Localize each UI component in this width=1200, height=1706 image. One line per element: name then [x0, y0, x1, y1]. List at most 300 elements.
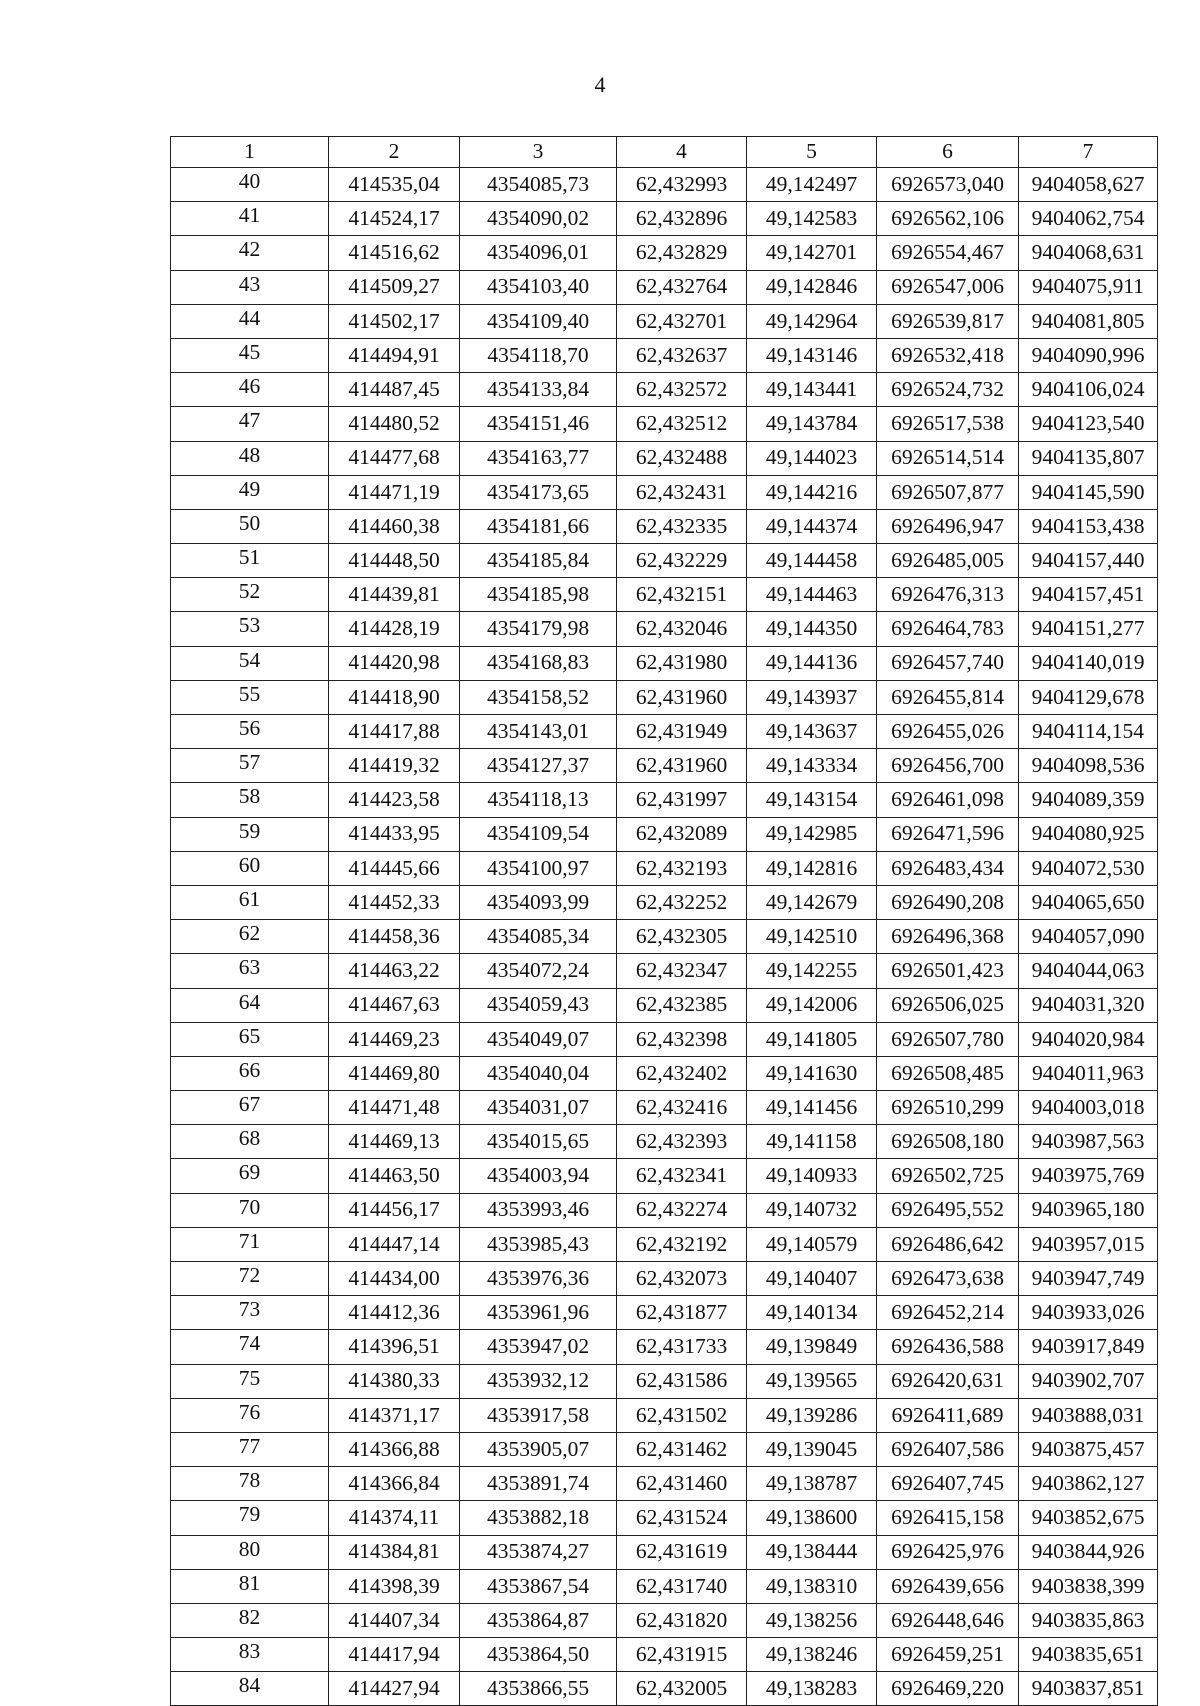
table-row — [171, 749, 1158, 783]
table-row — [171, 1467, 1158, 1501]
table-cell: 62,431960 — [617, 749, 747, 783]
table-cell: 62,431740 — [617, 1569, 747, 1603]
point-number-cell: 64 — [171, 988, 329, 1022]
table-cell: 9404140,019 — [1019, 646, 1158, 680]
table-cell: 6926457,740 — [877, 646, 1019, 680]
table-cell: 414447,14 — [329, 1227, 460, 1261]
table-cell: 62,432398 — [617, 1022, 747, 1056]
table-cell: 4354103,40 — [460, 270, 617, 304]
table-cell: 4354181,66 — [460, 509, 617, 543]
table-row — [171, 1193, 1158, 1227]
table-cell: 49,143637 — [747, 715, 877, 749]
table-cell: 49,138246 — [747, 1638, 877, 1672]
table-cell: 9404072,530 — [1019, 851, 1158, 885]
table-cell: 62,432701 — [617, 304, 747, 338]
point-number-cell: 77 — [171, 1432, 329, 1466]
table-cell: 6926455,026 — [877, 715, 1019, 749]
table-cell: 9403987,563 — [1019, 1125, 1158, 1159]
table-cell: 4354072,24 — [460, 954, 617, 988]
table-cell: 414463,22 — [329, 954, 460, 988]
table-cell: 4354049,07 — [460, 1022, 617, 1056]
table-cell: 4354040,04 — [460, 1056, 617, 1090]
table-cell: 62,431733 — [617, 1330, 747, 1364]
table-cell: 9404129,678 — [1019, 680, 1158, 714]
table-cell: 62,431586 — [617, 1364, 747, 1398]
table-cell: 49,138283 — [747, 1672, 877, 1706]
table-row — [171, 885, 1158, 919]
table-cell: 49,141158 — [747, 1125, 877, 1159]
table-cell: 62,432993 — [617, 168, 747, 202]
table-cell: 9404058,627 — [1019, 168, 1158, 202]
table-row — [171, 475, 1158, 509]
column-header: 4 — [617, 137, 747, 168]
table-row — [171, 509, 1158, 543]
table-cell: 9403975,769 — [1019, 1159, 1158, 1193]
table-row — [171, 407, 1158, 441]
table-cell: 62,432274 — [617, 1193, 747, 1227]
table-cell: 49,144463 — [747, 578, 877, 612]
table-cell: 414417,94 — [329, 1638, 460, 1672]
point-number-cell: 75 — [171, 1364, 329, 1398]
table-cell: 414423,58 — [329, 783, 460, 817]
table-row — [171, 1364, 1158, 1398]
table-cell: 62,432896 — [617, 202, 747, 236]
table-cell: 62,432347 — [617, 954, 747, 988]
table-cell: 49,142816 — [747, 851, 877, 885]
table-cell: 62,432073 — [617, 1262, 747, 1296]
point-number-cell: 44 — [171, 304, 329, 338]
table-cell: 9404044,063 — [1019, 954, 1158, 988]
table-cell: 4354118,70 — [460, 338, 617, 372]
column-header: 6 — [877, 137, 1019, 168]
table-cell: 49,142846 — [747, 270, 877, 304]
table-cell: 9404020,984 — [1019, 1022, 1158, 1056]
table-cell: 4353932,12 — [460, 1364, 617, 1398]
table-cell: 414487,45 — [329, 373, 460, 407]
table-cell: 6926469,220 — [877, 1672, 1019, 1706]
table-row — [171, 1672, 1158, 1706]
table-cell: 6926508,180 — [877, 1125, 1019, 1159]
column-header: 3 — [460, 137, 617, 168]
table-cell: 414445,66 — [329, 851, 460, 885]
table-row — [171, 1501, 1158, 1535]
point-number-cell: 73 — [171, 1296, 329, 1330]
point-number-cell: 42 — [171, 236, 329, 270]
table-cell: 4354093,99 — [460, 885, 617, 919]
table-cell: 9403957,015 — [1019, 1227, 1158, 1261]
table-row — [171, 817, 1158, 851]
table-cell: 49,142510 — [747, 920, 877, 954]
table-cell: 62,432252 — [617, 885, 747, 919]
table-cell: 9404135,807 — [1019, 441, 1158, 475]
table-cell: 6926461,098 — [877, 783, 1019, 817]
table-cell: 6926501,423 — [877, 954, 1019, 988]
table-cell: 9403852,675 — [1019, 1501, 1158, 1535]
table-cell: 6926532,418 — [877, 338, 1019, 372]
table-cell: 414439,81 — [329, 578, 460, 612]
table-cell: 414380,33 — [329, 1364, 460, 1398]
point-number-cell: 54 — [171, 646, 329, 680]
table-cell: 62,432046 — [617, 612, 747, 646]
table-cell: 414480,52 — [329, 407, 460, 441]
table-cell: 9403844,926 — [1019, 1535, 1158, 1569]
table-cell: 6926464,783 — [877, 612, 1019, 646]
table-cell: 414469,23 — [329, 1022, 460, 1056]
table-cell: 49,143334 — [747, 749, 877, 783]
table-cell: 4354133,84 — [460, 373, 617, 407]
table-cell: 6926562,106 — [877, 202, 1019, 236]
table-cell: 6926456,700 — [877, 749, 1019, 783]
table-cell: 9403902,707 — [1019, 1364, 1158, 1398]
table-cell: 414420,98 — [329, 646, 460, 680]
table-cell: 49,142497 — [747, 168, 877, 202]
table-cell: 62,431877 — [617, 1296, 747, 1330]
point-number-cell: 49 — [171, 475, 329, 509]
point-number-cell: 67 — [171, 1091, 329, 1125]
table-cell: 9404106,024 — [1019, 373, 1158, 407]
point-number-cell: 55 — [171, 680, 329, 714]
point-number-cell: 60 — [171, 851, 329, 885]
table-cell: 9404089,359 — [1019, 783, 1158, 817]
table-cell: 414463,50 — [329, 1159, 460, 1193]
table-cell: 6926507,877 — [877, 475, 1019, 509]
point-number-cell: 81 — [171, 1569, 329, 1603]
table-row — [171, 612, 1158, 646]
table-cell: 49,138444 — [747, 1535, 877, 1569]
table-cell: 9404157,451 — [1019, 578, 1158, 612]
table-cell: 62,432764 — [617, 270, 747, 304]
table-cell: 62,431460 — [617, 1467, 747, 1501]
table-cell: 49,139045 — [747, 1432, 877, 1466]
table-cell: 4353874,27 — [460, 1535, 617, 1569]
table-cell: 414502,17 — [329, 304, 460, 338]
table-cell: 62,432431 — [617, 475, 747, 509]
table-cell: 49,140407 — [747, 1262, 877, 1296]
table-cell: 6926407,586 — [877, 1432, 1019, 1466]
point-number-cell: 62 — [171, 920, 329, 954]
table-cell: 4353867,54 — [460, 1569, 617, 1603]
table-cell: 414516,62 — [329, 236, 460, 270]
table-cell: 6926473,638 — [877, 1262, 1019, 1296]
table-cell: 62,432829 — [617, 236, 747, 270]
table-cell: 6926476,313 — [877, 578, 1019, 612]
table-cell: 62,431820 — [617, 1603, 747, 1637]
point-number-cell: 83 — [171, 1638, 329, 1672]
table-cell: 6926496,947 — [877, 509, 1019, 543]
table-cell: 4354118,13 — [460, 783, 617, 817]
table-cell: 4353993,46 — [460, 1193, 617, 1227]
table-cell: 6926485,005 — [877, 544, 1019, 578]
table-cell: 414427,94 — [329, 1672, 460, 1706]
table-cell: 4354059,43 — [460, 988, 617, 1022]
table-cell: 4353905,07 — [460, 1432, 617, 1466]
table-cell: 9404057,090 — [1019, 920, 1158, 954]
table-cell: 62,432488 — [617, 441, 747, 475]
column-header: 2 — [329, 137, 460, 168]
table-row — [171, 1398, 1158, 1432]
table-cell: 414371,17 — [329, 1398, 460, 1432]
table-cell: 62,432385 — [617, 988, 747, 1022]
table-cell: 49,141456 — [747, 1091, 877, 1125]
table-cell: 6926448,646 — [877, 1603, 1019, 1637]
table-cell: 414407,34 — [329, 1603, 460, 1637]
table-cell: 4354151,46 — [460, 407, 617, 441]
table-cell: 9404075,911 — [1019, 270, 1158, 304]
table-cell: 6926524,732 — [877, 373, 1019, 407]
table-cell: 62,432637 — [617, 338, 747, 372]
table-cell: 9403947,749 — [1019, 1262, 1158, 1296]
table-cell: 6926517,538 — [877, 407, 1019, 441]
table-cell: 9403838,399 — [1019, 1569, 1158, 1603]
table-cell: 62,432193 — [617, 851, 747, 885]
table-row — [171, 715, 1158, 749]
table-row — [171, 851, 1158, 885]
table-cell: 9403933,026 — [1019, 1296, 1158, 1330]
table-cell: 4354173,65 — [460, 475, 617, 509]
table-cell: 4353976,36 — [460, 1262, 617, 1296]
point-number-cell: 56 — [171, 715, 329, 749]
table-cell: 4353866,55 — [460, 1672, 617, 1706]
table-cell: 49,140579 — [747, 1227, 877, 1261]
table-cell: 62,432572 — [617, 373, 747, 407]
table-cell: 49,141805 — [747, 1022, 877, 1056]
point-number-cell: 50 — [171, 509, 329, 543]
table-cell: 62,432005 — [617, 1672, 747, 1706]
table-row — [171, 578, 1158, 612]
table-cell: 9403875,457 — [1019, 1432, 1158, 1466]
table-cell: 4354127,37 — [460, 749, 617, 783]
table-cell: 6926490,208 — [877, 885, 1019, 919]
table-cell: 4354085,34 — [460, 920, 617, 954]
table-cell: 49,141630 — [747, 1056, 877, 1090]
table-cell: 9403888,031 — [1019, 1398, 1158, 1432]
table-cell: 6926471,596 — [877, 817, 1019, 851]
table-cell: 6926539,817 — [877, 304, 1019, 338]
table-cell: 9403837,851 — [1019, 1672, 1158, 1706]
table-cell: 6926407,745 — [877, 1467, 1019, 1501]
table-cell: 6926415,158 — [877, 1501, 1019, 1535]
table-row — [171, 1330, 1158, 1364]
table-cell: 9403862,127 — [1019, 1467, 1158, 1501]
table-cell: 9404080,925 — [1019, 817, 1158, 851]
table-cell: 414434,00 — [329, 1262, 460, 1296]
table-cell: 9404098,536 — [1019, 749, 1158, 783]
table-cell: 4353864,87 — [460, 1603, 617, 1637]
table-cell: 4354158,52 — [460, 680, 617, 714]
table-cell: 49,139286 — [747, 1398, 877, 1432]
table-cell: 4354168,83 — [460, 646, 617, 680]
table-cell: 49,142985 — [747, 817, 877, 851]
table-cell: 9404011,963 — [1019, 1056, 1158, 1090]
point-number-cell: 53 — [171, 612, 329, 646]
point-number-cell: 48 — [171, 441, 329, 475]
table-cell: 62,431619 — [617, 1535, 747, 1569]
point-number-cell: 45 — [171, 338, 329, 372]
table-cell: 62,432305 — [617, 920, 747, 954]
table-cell: 6926483,434 — [877, 851, 1019, 885]
table-cell: 4353947,02 — [460, 1330, 617, 1364]
point-number-cell: 69 — [171, 1159, 329, 1193]
table-cell: 6926506,025 — [877, 988, 1019, 1022]
table-cell: 62,431997 — [617, 783, 747, 817]
point-number-cell: 71 — [171, 1227, 329, 1261]
table-cell: 49,140732 — [747, 1193, 877, 1227]
point-number-cell: 72 — [171, 1262, 329, 1296]
table-cell: 4353985,43 — [460, 1227, 617, 1261]
table-cell: 62,432402 — [617, 1056, 747, 1090]
table-row — [171, 168, 1158, 202]
table-row — [171, 373, 1158, 407]
point-number-cell: 65 — [171, 1022, 329, 1056]
table-cell: 414384,81 — [329, 1535, 460, 1569]
table-cell: 9404003,018 — [1019, 1091, 1158, 1125]
table-cell: 9404151,277 — [1019, 612, 1158, 646]
table-cell: 4353864,50 — [460, 1638, 617, 1672]
table-cell: 4354015,65 — [460, 1125, 617, 1159]
table-cell: 49,143937 — [747, 680, 877, 714]
table-cell: 9403965,180 — [1019, 1193, 1158, 1227]
table-cell: 414452,33 — [329, 885, 460, 919]
table-cell: 6926455,814 — [877, 680, 1019, 714]
table-cell: 9403917,849 — [1019, 1330, 1158, 1364]
table-cell: 49,144374 — [747, 509, 877, 543]
table-cell: 62,431980 — [617, 646, 747, 680]
point-number-cell: 70 — [171, 1193, 329, 1227]
table-cell: 49,144458 — [747, 544, 877, 578]
point-number-cell: 80 — [171, 1535, 329, 1569]
table-row — [171, 304, 1158, 338]
table-cell: 62,432393 — [617, 1125, 747, 1159]
table-cell: 49,142255 — [747, 954, 877, 988]
table-cell: 4354185,98 — [460, 578, 617, 612]
table-row — [171, 1022, 1158, 1056]
point-number-cell: 79 — [171, 1501, 329, 1535]
table-cell: 414469,80 — [329, 1056, 460, 1090]
table-cell: 4354003,94 — [460, 1159, 617, 1193]
table-row — [171, 1262, 1158, 1296]
table-cell: 4353891,74 — [460, 1467, 617, 1501]
table-cell: 414396,51 — [329, 1330, 460, 1364]
coordinates-table — [170, 136, 1158, 1706]
table-cell: 62,431949 — [617, 715, 747, 749]
point-number-cell: 61 — [171, 885, 329, 919]
point-number-cell: 47 — [171, 407, 329, 441]
table-body — [171, 168, 1158, 1706]
table-cell: 414418,90 — [329, 680, 460, 714]
column-header: 7 — [1019, 137, 1158, 168]
table-cell: 9404145,590 — [1019, 475, 1158, 509]
table-cell: 4354109,40 — [460, 304, 617, 338]
table-cell: 62,432089 — [617, 817, 747, 851]
table-cell: 414509,27 — [329, 270, 460, 304]
table-row — [171, 988, 1158, 1022]
table-cell: 414460,38 — [329, 509, 460, 543]
table-cell: 49,138310 — [747, 1569, 877, 1603]
table-cell: 414471,19 — [329, 475, 460, 509]
point-number-cell: 41 — [171, 202, 329, 236]
table-row — [171, 270, 1158, 304]
column-header: 5 — [747, 137, 877, 168]
table-row — [171, 1569, 1158, 1603]
table-row — [171, 544, 1158, 578]
table-cell: 49,144350 — [747, 612, 877, 646]
point-number-cell: 46 — [171, 373, 329, 407]
table-cell: 6926554,467 — [877, 236, 1019, 270]
table-cell: 6926496,368 — [877, 920, 1019, 954]
table-cell: 49,142701 — [747, 236, 877, 270]
point-number-cell: 84 — [171, 1672, 329, 1706]
table-cell: 62,431960 — [617, 680, 747, 714]
table-cell: 414469,13 — [329, 1125, 460, 1159]
table-cell: 9404157,440 — [1019, 544, 1158, 578]
table-cell: 49,138600 — [747, 1501, 877, 1535]
table-cell: 9404065,650 — [1019, 885, 1158, 919]
table-cell: 49,140134 — [747, 1296, 877, 1330]
table-cell: 49,138256 — [747, 1603, 877, 1637]
table-cell: 4354185,84 — [460, 544, 617, 578]
table-cell: 9404031,320 — [1019, 988, 1158, 1022]
table-cell: 414366,88 — [329, 1432, 460, 1466]
table-cell: 414428,19 — [329, 612, 460, 646]
table-cell: 4354085,73 — [460, 168, 617, 202]
table-header-row — [171, 137, 1158, 168]
table-row — [171, 1535, 1158, 1569]
table-cell: 9404153,438 — [1019, 509, 1158, 543]
table-cell: 49,142964 — [747, 304, 877, 338]
point-number-cell: 57 — [171, 749, 329, 783]
table-cell: 9404081,805 — [1019, 304, 1158, 338]
table-cell: 6926507,780 — [877, 1022, 1019, 1056]
table-cell: 49,142006 — [747, 988, 877, 1022]
point-number-cell: 68 — [171, 1125, 329, 1159]
table-cell: 62,432192 — [617, 1227, 747, 1261]
table-row — [171, 202, 1158, 236]
table-cell: 62,431915 — [617, 1638, 747, 1672]
table-cell: 49,144023 — [747, 441, 877, 475]
table-cell: 62,431524 — [617, 1501, 747, 1535]
table-cell: 49,143441 — [747, 373, 877, 407]
table-cell: 4353917,58 — [460, 1398, 617, 1432]
table-cell: 414417,88 — [329, 715, 460, 749]
table-cell: 6926436,588 — [877, 1330, 1019, 1364]
page-number: 4 — [594, 72, 606, 97]
table-cell: 49,138787 — [747, 1467, 877, 1501]
table-cell: 62,432512 — [617, 407, 747, 441]
table-row — [171, 783, 1158, 817]
table-row — [171, 954, 1158, 988]
table-cell: 414467,63 — [329, 988, 460, 1022]
table-cell: 62,432335 — [617, 509, 747, 543]
table-cell: 49,144216 — [747, 475, 877, 509]
table-cell: 414374,11 — [329, 1501, 460, 1535]
table-row — [171, 1296, 1158, 1330]
table-cell: 4354163,77 — [460, 441, 617, 475]
table-cell: 9403835,651 — [1019, 1638, 1158, 1672]
table-cell: 62,432151 — [617, 578, 747, 612]
table-cell: 6926420,631 — [877, 1364, 1019, 1398]
table-cell: 49,143146 — [747, 338, 877, 372]
table-cell: 6926439,656 — [877, 1569, 1019, 1603]
table-cell: 414458,36 — [329, 920, 460, 954]
table-cell: 414494,91 — [329, 338, 460, 372]
table-row — [171, 1056, 1158, 1090]
table-cell: 62,431502 — [617, 1398, 747, 1432]
table-cell: 49,139849 — [747, 1330, 877, 1364]
table-cell: 49,143784 — [747, 407, 877, 441]
table-cell: 49,139565 — [747, 1364, 877, 1398]
table-cell: 4354100,97 — [460, 851, 617, 885]
table-row — [171, 1603, 1158, 1637]
